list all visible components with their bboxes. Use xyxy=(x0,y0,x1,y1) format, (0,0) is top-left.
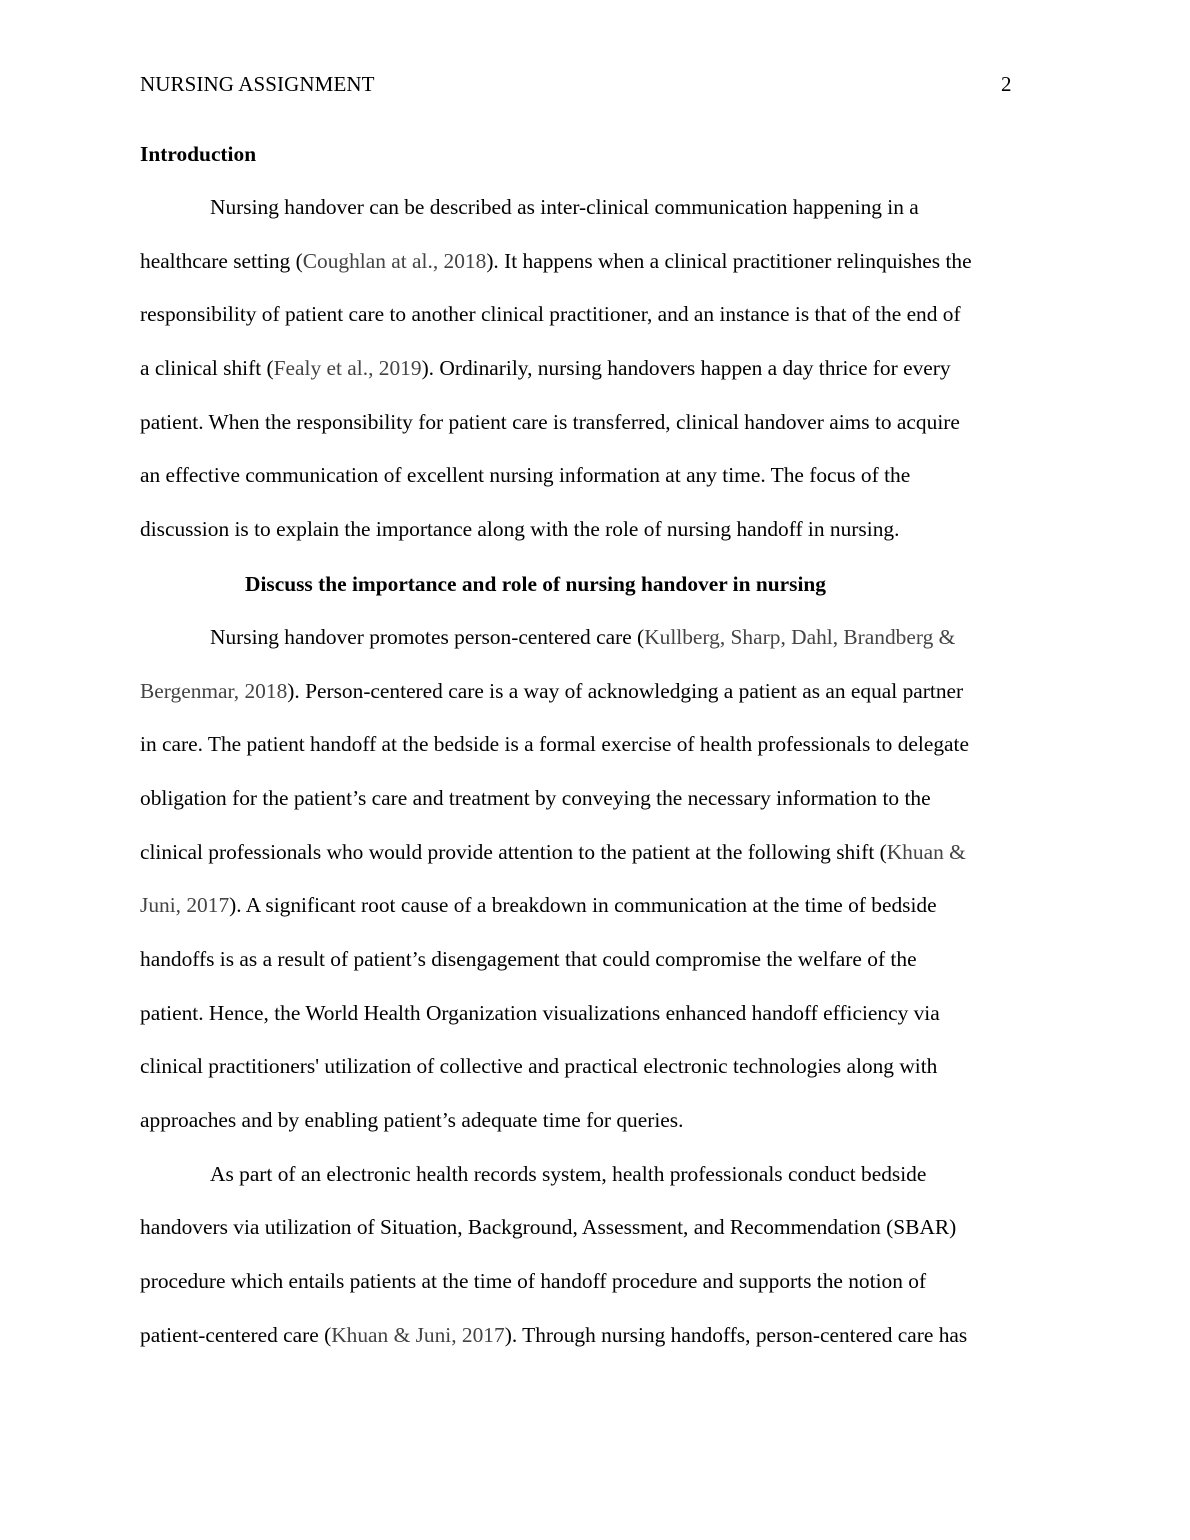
section-heading: Discuss the importance and role of nursing handover in nursing xyxy=(245,571,827,596)
citation: Fealy et al., 2019 xyxy=(273,356,422,381)
paragraph-line: responsibility of patient care to another clinical practitioner, and an instance is that of the end of xyxy=(140,302,961,327)
paragraph-line: patient. When the responsibility for patient care is transferred, clinical handover aims to acquire xyxy=(140,409,960,434)
paragraph-line: obligation for the patient’s care and treatment by conveying the necessary information to the xyxy=(140,785,931,810)
citation: Bergenmar, 2018 xyxy=(140,678,288,703)
paragraph-line: procedure which entails patients at the time of handoff procedure and supports the notion of xyxy=(140,1269,927,1294)
text-run: Nursing handover promotes person-centered care ( xyxy=(210,624,645,649)
text-run: ). It happens when a clinical practitioner relinquishes the xyxy=(486,248,972,273)
paragraph-line xyxy=(140,611,1052,665)
citation: Juni, 2017 xyxy=(140,893,230,918)
paragraph-line xyxy=(140,1309,1052,1363)
paragraph-line: an effective communication of excellent nursing information at any time. The focus of the xyxy=(140,463,911,488)
paragraph-line xyxy=(140,235,1052,289)
text-run: ). Ordinarily, nursing handovers happen a day thrice for every xyxy=(421,356,951,381)
paragraph-line xyxy=(140,665,1052,719)
citation: Khuan & xyxy=(886,839,966,864)
text-run: ). Through nursing handoffs, person-centered care has xyxy=(504,1322,968,1347)
text-run: healthcare setting ( xyxy=(140,248,303,273)
introduction-paragraph xyxy=(140,181,1052,557)
introduction-heading: Introduction xyxy=(140,142,257,166)
running-head: NURSING ASSIGNMENT xyxy=(140,72,375,96)
section-paragraph-1 xyxy=(140,611,1052,1148)
citation: Khuan & Juni, 2017 xyxy=(331,1322,505,1347)
text-run: ). Person-centered care is a way of acknowledging a patient as an equal partner xyxy=(287,678,964,703)
paragraph-line: clinical practitioners' utilization of collective and practical electronic technologies along with xyxy=(140,1054,938,1079)
paragraph-line xyxy=(140,342,1052,396)
paragraph-line: patient. Hence, the World Health Organization visualizations enhanced handoff efficiency via xyxy=(140,1000,940,1025)
paragraph-line: approaches and by enabling patient’s adequate time for queries. xyxy=(140,1108,684,1132)
paragraph-line: discussion is to explain the importance along with the role of nursing handoff in nursing. xyxy=(140,517,900,542)
text-run: ). A significant root cause of a breakdown in communication at the time of bedside xyxy=(229,893,937,918)
paragraph-line: in care. The patient handoff at the bedside is a formal exercise of health professionals to delegate xyxy=(140,732,969,757)
citation: Coughlan at al., 2018 xyxy=(302,248,487,273)
paragraph-line xyxy=(140,879,1052,933)
paragraph-line: As part of an electronic health records system, health professionals conduct bedside xyxy=(210,1161,927,1186)
page-number: 2 xyxy=(1001,72,1012,96)
citation: Kullberg, Sharp, Dahl, Brandberg & xyxy=(644,624,956,649)
body-text xyxy=(140,127,1052,1362)
paragraph-line: handoffs is as a result of patient’s disengagement that could compromise the welfare of the xyxy=(140,946,917,971)
section-paragraph-2 xyxy=(140,1148,1052,1363)
text-run: a clinical shift ( xyxy=(140,356,274,381)
text-run: clinical professionals who would provide attention to the patient at the following shift ( xyxy=(140,839,887,864)
paragraph-line: handovers via utilization of Situation, Background, Assessment, and Recommendation (SBAR) xyxy=(140,1215,957,1240)
text-run: patient-centered care ( xyxy=(140,1322,332,1347)
paragraph-line: Nursing handover can be described as inter-clinical communication happening in a xyxy=(210,195,919,219)
paragraph-line xyxy=(140,826,1052,880)
